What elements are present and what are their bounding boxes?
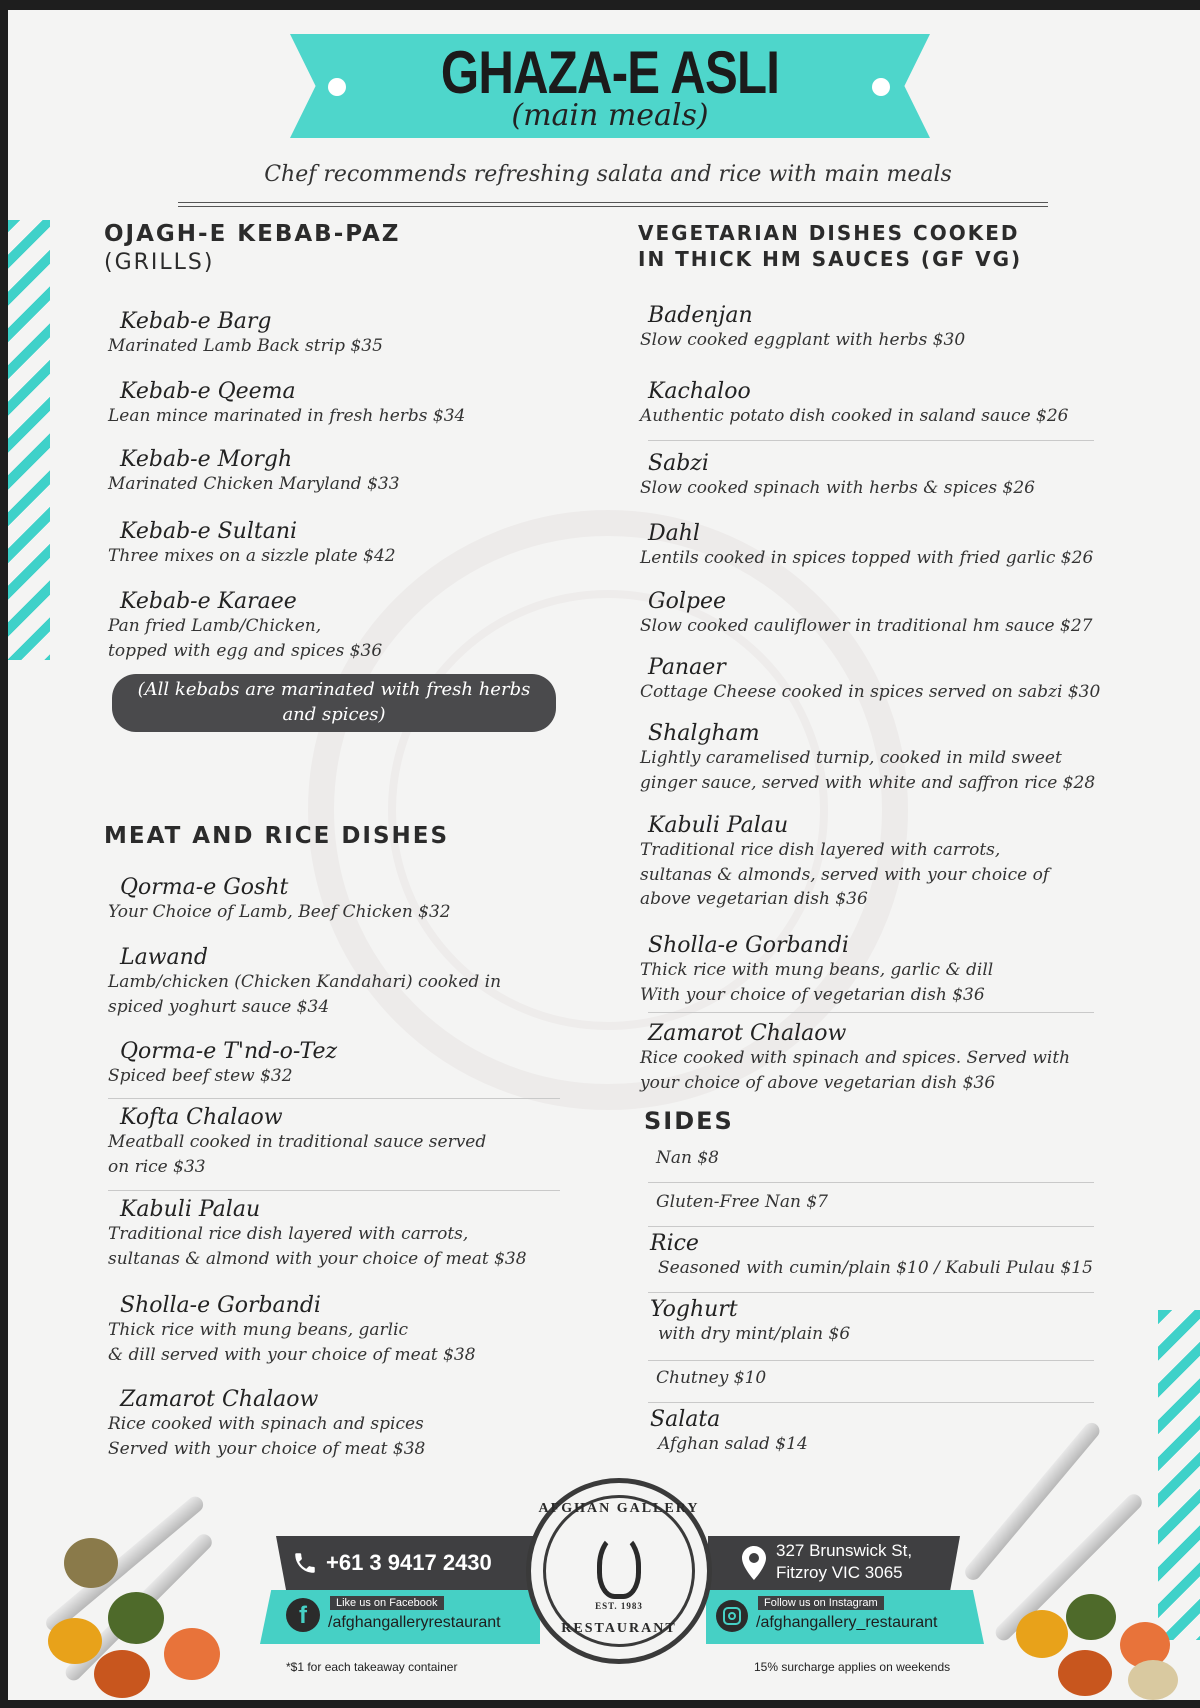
- item-desc: Rice cooked with spinach and spices: [108, 1414, 424, 1435]
- menu-item: [640, 721, 1096, 795]
- item-name: Zamarot Chalaow: [648, 1021, 847, 1046]
- facebook-handle[interactable]: /afghangalleryrestaurant: [328, 1614, 501, 1631]
- kebab-note-line1: (All kebabs are marinated with fresh herbs: [137, 679, 531, 700]
- divider: [648, 1182, 1094, 1183]
- menu-item: [640, 933, 994, 1007]
- right-stripe-decoration: [1158, 1310, 1200, 1640]
- menu-item: [640, 451, 1035, 501]
- seal-est: EST. 1983: [595, 1601, 643, 1611]
- address-line2: Fitzroy VIC 3065: [776, 1563, 903, 1582]
- item-name: Zamarot Chalaow: [120, 1387, 319, 1412]
- spice-image: [108, 1592, 164, 1644]
- item-name: Sholla-e Gorbandi: [648, 933, 849, 958]
- item-desc: sultanas & almond with your choice of meat $38: [108, 1248, 527, 1269]
- phone-icon: [292, 1548, 318, 1578]
- header-divider: [178, 202, 1048, 207]
- item-desc: your choice of above vegetarian dish $36: [640, 1072, 996, 1093]
- item-desc: With your choice of vegetarian dish $36: [640, 984, 985, 1005]
- divider: [108, 1098, 560, 1099]
- item-desc: with dry mint/plain $6: [658, 1324, 851, 1345]
- item-desc: Meatball cooked in traditional sauce served: [108, 1132, 487, 1153]
- chef-recommendation: Chef recommends refreshing salata and rice with main meals: [264, 162, 952, 187]
- item-name: Kabuli Palau: [120, 1197, 261, 1222]
- item-desc: Slow cooked spinach with herbs & spices $26: [640, 478, 1035, 499]
- menu-item: [640, 813, 1050, 912]
- page-title: GHAZA-E ASLI: [440, 39, 780, 106]
- item-desc: Rice cooked with spinach and spices. Served with: [640, 1048, 1071, 1069]
- item-desc: Seasoned with cumin/plain $10 / Kabuli Pulau $15: [658, 1258, 1093, 1279]
- divider: [648, 1012, 1094, 1013]
- item-desc: Thick rice with mung beans, garlic: [108, 1320, 409, 1341]
- side-gluten-free-nan: Gluten-Free Nan $7: [656, 1192, 828, 1212]
- item-name: Rice: [650, 1231, 699, 1256]
- kebab-note: [112, 674, 556, 732]
- address: [776, 1540, 912, 1584]
- restaurant-seal-logo: [526, 1478, 712, 1664]
- item-name: Lawand: [120, 945, 208, 970]
- item-name: Kofta Chalaow: [120, 1105, 283, 1130]
- spice-image: [1128, 1660, 1178, 1700]
- spice-image: [1016, 1610, 1068, 1658]
- page-subtitle: (main meals): [511, 98, 709, 133]
- sides-title: SIDES: [644, 1107, 734, 1135]
- menu-item: [640, 589, 1093, 639]
- vegetarian-subtitle: IN THICK HM SAUCES (GF VG): [638, 247, 1023, 271]
- kebab-note-line2: and spices): [282, 704, 386, 725]
- divider: [648, 1226, 1094, 1227]
- divider: [648, 1402, 1094, 1403]
- menu-item: [108, 309, 383, 359]
- item-name: Qorma-e Gosht: [120, 875, 289, 900]
- menu-item: [640, 521, 1094, 571]
- item-name: Shalgham: [648, 721, 760, 746]
- left-stripe-decoration: [8, 220, 50, 660]
- menu-item: [108, 875, 451, 925]
- menu-item: [108, 1293, 476, 1367]
- seal-emblem: [597, 1533, 641, 1599]
- item-desc: Thick rice with mung beans, garlic & dill: [640, 960, 994, 981]
- spice-image: [1058, 1650, 1112, 1696]
- menu-item: [640, 655, 1101, 705]
- side-rice: [650, 1232, 1093, 1281]
- divider: [648, 440, 1094, 441]
- menu-item: [640, 1021, 1071, 1095]
- item-desc: Marinated Chicken Maryland $33: [108, 474, 400, 495]
- grills-section: [104, 220, 564, 275]
- side-salata: [650, 1408, 808, 1457]
- item-desc: Your Choice of Lamb, Beef Chicken $32: [108, 902, 451, 923]
- item-desc: & dill served with your choice of meat $38: [108, 1344, 476, 1365]
- item-name: Kebab-e Karaee: [120, 589, 297, 614]
- item-name: Badenjan: [648, 303, 753, 328]
- item-name: Sabzi: [648, 451, 709, 476]
- instagram-handle[interactable]: /afghangallery_restaurant: [756, 1614, 938, 1631]
- item-name: Panaer: [648, 655, 726, 680]
- item-desc: Three mixes on a sizzle plate $42: [108, 546, 396, 567]
- menu-item: [108, 379, 466, 429]
- item-name: Salata: [650, 1407, 721, 1432]
- seal-top-text: AFGHAN GALLERY: [538, 1501, 700, 1516]
- spice-image: [48, 1618, 102, 1664]
- item-desc: Traditional rice dish layered with carrots,: [108, 1224, 469, 1245]
- divider: [648, 1292, 1094, 1293]
- meat-rice-title: MEAT AND RICE DISHES: [104, 823, 450, 849]
- facebook-icon[interactable]: f: [286, 1598, 320, 1632]
- item-desc: Authentic potato dish cooked in saland sauce $26: [640, 406, 1069, 427]
- menu-item: [108, 447, 400, 497]
- item-desc: Spiced beef stew $32: [108, 1066, 293, 1087]
- item-desc: Slow cooked cauliflower in traditional hm sauce $27: [640, 616, 1093, 637]
- vegetarian-section: [638, 220, 1118, 272]
- item-name: Kebab-e Sultani: [120, 519, 298, 544]
- item-desc: Afghan salad $14: [658, 1434, 808, 1455]
- item-desc: Lentils cooked in spices topped with fried garlic $26: [640, 548, 1094, 569]
- item-name: Kachaloo: [648, 379, 751, 404]
- grills-title: OJAGH-E KEBAB-PAZ: [104, 221, 401, 247]
- menu-item: [108, 945, 502, 1019]
- instagram-icon[interactable]: [716, 1600, 748, 1632]
- vegetarian-title: VEGETARIAN DISHES COOKED: [638, 221, 1020, 245]
- item-name: Kabuli Palau: [648, 813, 789, 838]
- item-desc: Marinated Lamb Back strip $35: [108, 336, 383, 357]
- facebook-label: Like us on Facebook: [330, 1596, 444, 1610]
- item-desc: above vegetarian dish $36: [640, 889, 868, 910]
- surcharge-note: 15% surcharge applies on weekends: [754, 1660, 951, 1674]
- spice-image: [164, 1628, 220, 1680]
- instagram-label: Follow us on Instagram: [758, 1596, 884, 1610]
- item-name: Yoghurt: [650, 1297, 738, 1322]
- item-desc: ginger sauce, served with white and saffron rice $28: [640, 772, 1096, 793]
- item-desc: Pan fried Lamb/Chicken,: [108, 616, 322, 637]
- item-name: Dahl: [648, 521, 700, 546]
- menu-item: [108, 589, 383, 663]
- banner-dot-left: [328, 78, 346, 96]
- phone-number[interactable]: +61 3 9417 2430: [326, 1550, 492, 1575]
- menu-item: [108, 1105, 487, 1179]
- item-desc: sultanas & almonds, served with your choice of: [640, 864, 1050, 885]
- item-desc: Served with your choice of meat $38: [108, 1438, 426, 1459]
- item-desc: Lightly caramelised turnip, cooked in mild sweet: [640, 748, 1062, 769]
- item-desc: Slow cooked eggplant with herbs $30: [640, 330, 966, 351]
- item-name: Kebab-e Barg: [120, 309, 272, 334]
- item-name: Kebab-e Morgh: [120, 447, 293, 472]
- address-line1: 327 Brunswick St,: [776, 1541, 913, 1560]
- divider: [648, 1360, 1094, 1361]
- menu-item: [640, 379, 1069, 429]
- grills-subtitle: (GRILLS): [104, 249, 215, 275]
- side-yoghurt: [650, 1298, 850, 1347]
- divider: [108, 1190, 560, 1191]
- item-desc: Cottage Cheese cooked in spices served on sabzi $30: [640, 682, 1101, 703]
- item-name: Qorma-e T'nd-o-Tez: [120, 1039, 338, 1064]
- item-desc: topped with egg and spices $36: [108, 640, 383, 661]
- menu-item: [108, 1387, 426, 1461]
- item-desc: on rice $33: [108, 1156, 206, 1177]
- seal-bottom-text: RESTAURANT: [561, 1621, 677, 1636]
- item-desc: Traditional rice dish layered with carrots,: [640, 840, 1001, 861]
- banner-dot-right: [872, 78, 890, 96]
- item-desc: Lamb/chicken (Chicken Kandahari) cooked in: [108, 972, 502, 993]
- side-chutney: Chutney $10: [656, 1368, 767, 1388]
- item-desc: Lean mince marinated in fresh herbs $34: [108, 406, 466, 427]
- item-name: Sholla-e Gorbandi: [120, 1293, 321, 1318]
- menu-item: [640, 303, 966, 353]
- menu-item: [108, 1197, 527, 1271]
- side-nan: Nan $8: [656, 1148, 719, 1168]
- takeaway-note: *$1 for each takeaway container: [286, 1660, 458, 1674]
- item-desc: spiced yoghurt sauce $34: [108, 996, 330, 1017]
- item-name: Kebab-e Qeema: [120, 379, 296, 404]
- item-name: Golpee: [648, 589, 726, 614]
- menu-item: [108, 519, 396, 569]
- spice-image: [64, 1538, 118, 1588]
- spice-image: [94, 1650, 150, 1698]
- menu-page: [8, 10, 1200, 1700]
- location-pin-icon: [742, 1546, 766, 1580]
- menu-item: [108, 1039, 338, 1089]
- spice-image: [1066, 1594, 1116, 1640]
